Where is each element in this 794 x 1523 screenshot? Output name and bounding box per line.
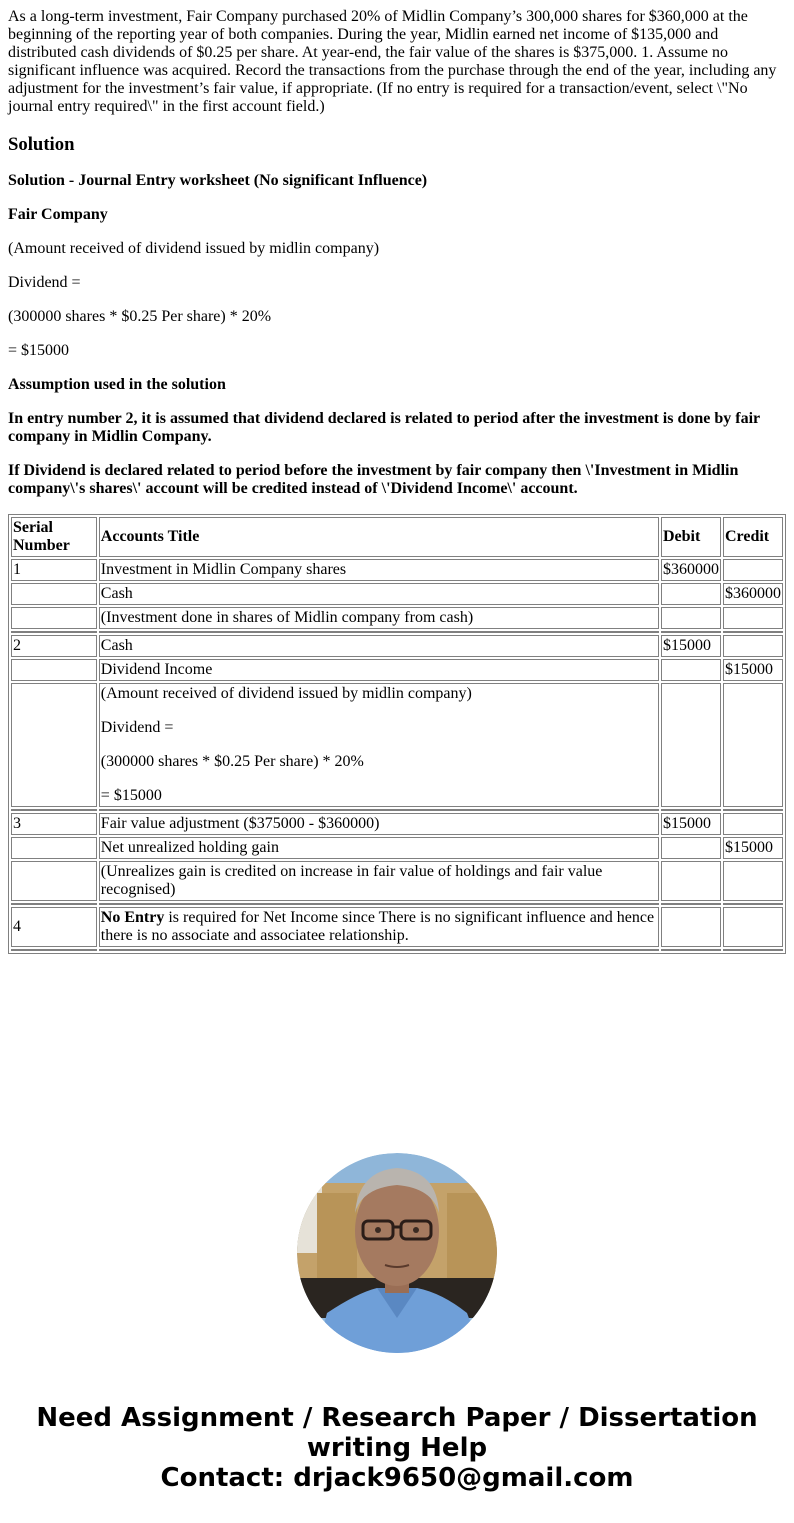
table-row — [11, 607, 783, 629]
separator-cell — [11, 949, 97, 951]
separator-cell — [723, 949, 783, 951]
question-text: As a long-term investment, Fair Company purchased 20% of Midlin Company’s 300,000 shares for $360,000 at the beginning of the reporting year of both companies. During the year, Midlin earned net income of $135,000 and distributed cash dividends of $0.25 per share. At year-end, the fair value of the shares is $375,000. 1. Assume no significant influence was acquired. Record the transactions from the purchase through the end of the year, including any adjustment for the investment’s fair value, if appropriate. (If no entry is required for a transaction/event, select \"No journal entry required\" in the first account field.) — [8, 8, 777, 115]
debit-cell: $360000 — [661, 559, 721, 581]
no-entry-explanation: is required for Net Income since There is no significant influence and hence there is no associate and associatee relationship. — [100, 909, 655, 944]
promo-line-1: Need Assignment / Research Paper / Dissertation — [36, 1403, 758, 1433]
table-row — [11, 907, 783, 947]
debit-cell: $15000 — [661, 635, 721, 657]
debit-cell — [661, 659, 721, 681]
no-entry-label: No Entry — [100, 909, 165, 926]
separator-cell — [661, 631, 721, 633]
separator-cell — [11, 631, 97, 633]
serial-cell: 2 — [11, 635, 97, 657]
assumption-1: In entry number 2, it is assumed that dividend declared is related to period after the investment is done by fair company in Midlin Company. — [8, 410, 760, 445]
credit-cell — [723, 635, 783, 657]
separator-cell — [99, 949, 659, 951]
header-credit: Credit — [723, 517, 783, 557]
account-cell: Net unrealized holding gain — [99, 837, 659, 859]
assumption-2: If Dividend is declared related to period before the investment by fair company then \'Investment in Midlin company\'s shares\' account will be credited instead of \'Dividend Income\' account. — [8, 462, 739, 497]
debit-cell — [661, 583, 721, 605]
debit-cell: $15000 — [661, 813, 721, 835]
dividend-note: (Amount received of dividend issued by midlin company) — [8, 240, 380, 257]
narration-cell — [99, 683, 659, 807]
account-cell: Investment in Midlin Company shares — [99, 559, 659, 581]
account-cell — [99, 907, 659, 947]
table-row — [11, 837, 783, 859]
table-header-row — [11, 517, 783, 557]
promo-footer — [0, 1403, 794, 1493]
serial-cell — [11, 659, 97, 681]
serial-cell — [11, 583, 97, 605]
assumption-heading: Assumption used in the solution — [8, 376, 226, 393]
dividend-formula: (300000 shares * $0.25 Per share) * 20% — [8, 308, 272, 325]
solution-heading: Solution — [8, 134, 75, 155]
serial-cell — [11, 683, 97, 807]
separator-cell — [99, 903, 659, 905]
separator-cell — [661, 809, 721, 811]
dividend-label: Dividend = — [8, 274, 81, 291]
debit-cell — [661, 837, 721, 859]
credit-cell: $360000 — [723, 583, 783, 605]
tutor-avatar — [297, 1153, 497, 1353]
debit-cell — [661, 607, 721, 629]
credit-cell: $15000 — [723, 837, 783, 859]
credit-cell: $15000 — [723, 659, 783, 681]
separator-cell — [661, 949, 721, 951]
table-row — [11, 813, 783, 835]
separator-cell — [723, 631, 783, 633]
entry-separator — [11, 949, 783, 951]
narration-cell: (Unrealizes gain is credited on increase in fair value of holdings and fair value recognised) — [99, 861, 659, 901]
account-cell: Cash — [99, 583, 659, 605]
dividend-result: = $15000 — [8, 342, 70, 359]
header-debit: Debit — [661, 517, 721, 557]
narration-cell: (Investment done in shares of Midlin company from cash) — [99, 607, 659, 629]
serial-cell — [11, 607, 97, 629]
narration-line: Dividend = — [100, 719, 174, 736]
account-cell: Cash — [99, 635, 659, 657]
entry-separator — [11, 903, 783, 905]
tutor-photo-icon — [297, 1153, 497, 1353]
table-row — [11, 635, 783, 657]
header-accounts-title: Accounts Title — [99, 517, 659, 557]
separator-cell — [723, 809, 783, 811]
debit-cell — [661, 683, 721, 807]
credit-cell — [723, 559, 783, 581]
account-cell: Fair value adjustment ($375000 - $360000) — [99, 813, 659, 835]
serial-cell: 1 — [11, 559, 97, 581]
serial-cell: 3 — [11, 813, 97, 835]
separator-cell — [723, 903, 783, 905]
promo-contact: Contact: drjack9650@gmail.com — [160, 1463, 634, 1493]
debit-cell — [661, 861, 721, 901]
account-cell: Dividend Income — [99, 659, 659, 681]
serial-cell — [11, 861, 97, 901]
header-serial-number: Serial Number — [11, 517, 97, 557]
debit-cell — [661, 907, 721, 947]
table-row — [11, 583, 783, 605]
credit-cell — [723, 683, 783, 807]
entry-separator — [11, 631, 783, 633]
promo-line-2: writing Help — [306, 1433, 488, 1463]
narration-line: (300000 shares * $0.25 Per share) * 20% — [100, 753, 364, 770]
separator-cell — [99, 809, 659, 811]
credit-cell — [723, 907, 783, 947]
company-name: Fair Company — [8, 206, 108, 223]
table-row — [11, 683, 783, 807]
table-row — [11, 659, 783, 681]
table-row — [11, 861, 783, 901]
credit-cell — [723, 861, 783, 901]
entry-separator — [11, 809, 783, 811]
credit-cell — [723, 607, 783, 629]
narration-line: = $15000 — [100, 787, 162, 804]
narration-line: (Amount received of dividend issued by midlin company) — [100, 685, 472, 702]
journal-entry-table — [8, 514, 786, 954]
solution-subheading: Solution - Journal Entry worksheet (No significant Influence) — [8, 172, 428, 189]
serial-cell: 4 — [11, 907, 97, 947]
table-row — [11, 559, 783, 581]
separator-cell — [11, 809, 97, 811]
separator-cell — [11, 903, 97, 905]
separator-cell — [661, 903, 721, 905]
serial-cell — [11, 837, 97, 859]
credit-cell — [723, 813, 783, 835]
separator-cell — [99, 631, 659, 633]
